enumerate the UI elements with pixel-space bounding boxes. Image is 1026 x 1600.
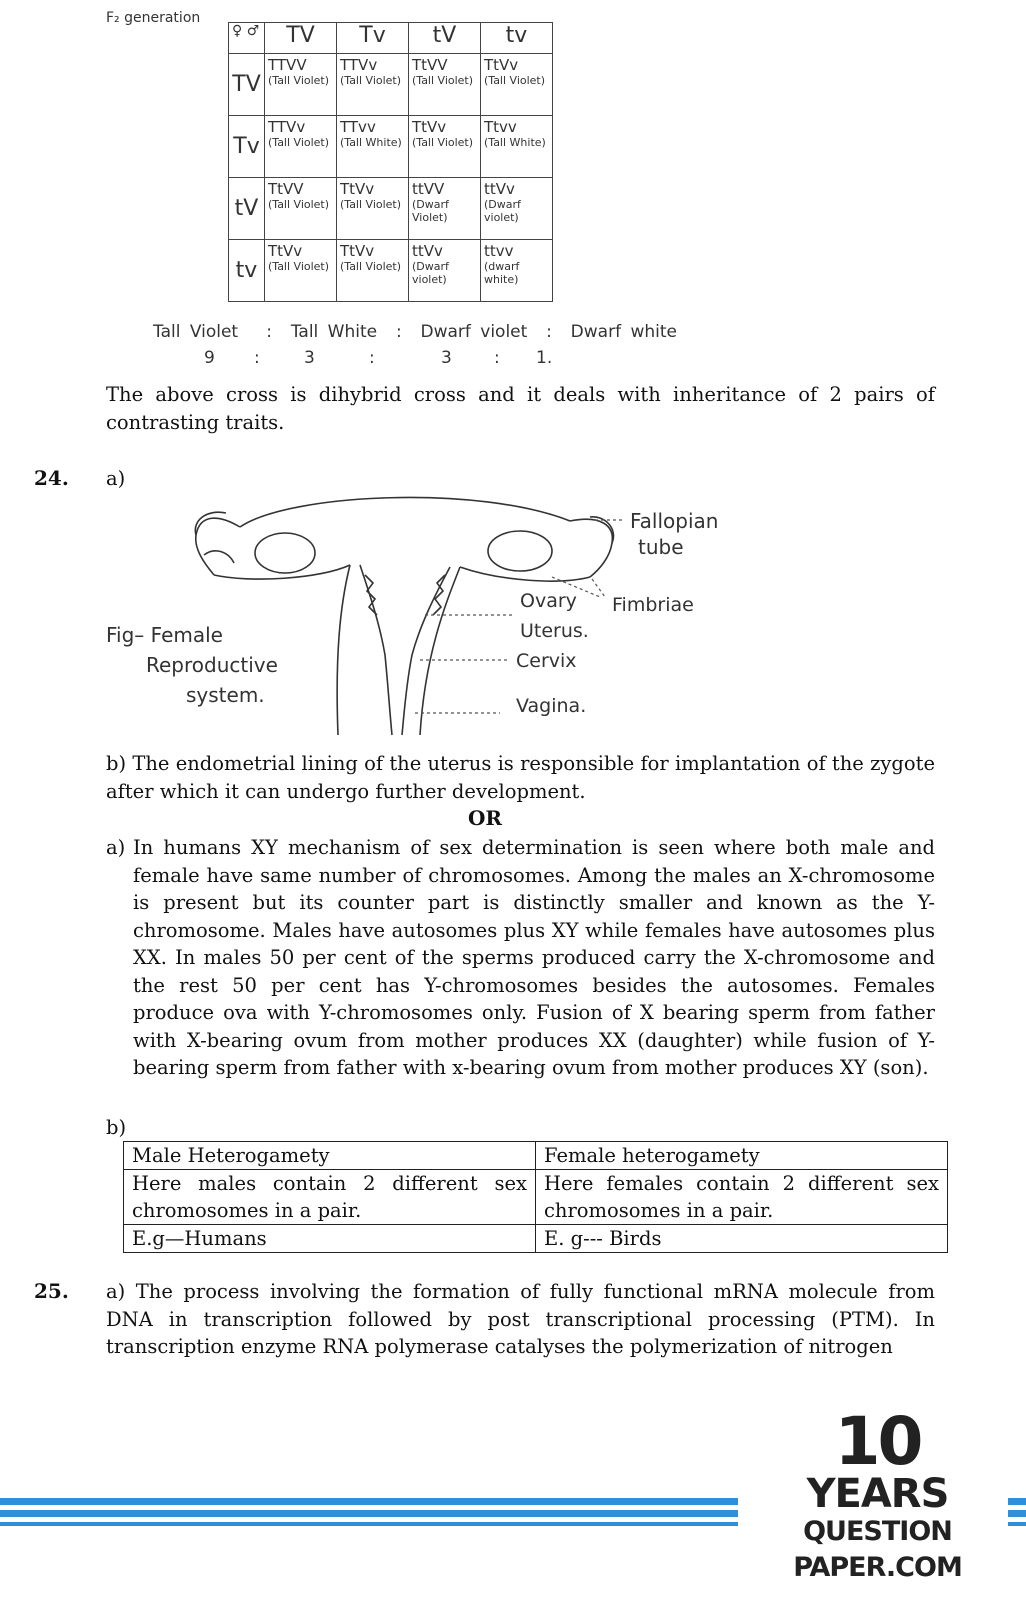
punnett-cell <box>409 240 481 302</box>
punnett-row-header: TV <box>229 54 265 116</box>
ratio-separator: : <box>369 348 375 368</box>
caption-line1: Fig– Female <box>106 623 223 647</box>
ratio-value: 9 <box>204 348 215 368</box>
table-header: Female heterogamety <box>536 1142 948 1170</box>
phenotype: (Dwarf Violet) <box>412 198 449 224</box>
table-header: Male Heterogamety <box>124 1142 536 1170</box>
genotype: TtVv <box>268 242 303 260</box>
ratio-value: 3 <box>304 348 315 368</box>
left-fallopian-tube <box>196 518 240 575</box>
punnett-col-header: Tv <box>337 23 409 54</box>
ratio-separator: : <box>546 322 552 342</box>
caption-line3: system. <box>186 683 265 707</box>
left-ovary <box>255 533 315 573</box>
q24-part-b: b) The endometrial lining of the uterus is responsible for implantation of the zygote after which it can undergo further development. <box>106 752 935 803</box>
label-vagina: Vagina. <box>516 695 587 717</box>
ratio-label: Tall Violet <box>153 322 239 342</box>
stripe <box>0 1510 738 1517</box>
ratio-label: Dwarf white <box>570 322 677 342</box>
phenotype: (Tall Violet) <box>412 74 474 87</box>
label-fimbriae: Fimbriae <box>612 594 694 616</box>
logo-site: QUESTION PAPER.COM <box>793 1516 962 1583</box>
ratio-separator: : <box>494 348 500 368</box>
phenotype: (Tall White) <box>484 136 546 149</box>
stripe <box>1008 1510 1026 1517</box>
punnett-cell <box>337 240 409 302</box>
table-row <box>124 1225 948 1253</box>
phenotype: (Tall Violet) <box>340 74 402 87</box>
question-number-25: 25. <box>34 1279 69 1303</box>
phenotype: (Dwarf violet) <box>412 260 449 286</box>
ratio-separator: : <box>254 348 260 368</box>
ratio-label: Dwarf violet <box>420 322 528 342</box>
punnett-cell <box>481 240 553 302</box>
right-fallopian-tube <box>570 519 612 577</box>
logo-stripes-right <box>1008 1498 1026 1528</box>
phenotype: (Tall Violet) <box>268 136 330 149</box>
logo-years: YEARS <box>806 1471 949 1517</box>
punnett-cell <box>337 116 409 178</box>
uterus-body-left <box>337 565 350 735</box>
label-ovary: Ovary <box>520 590 577 612</box>
f2-generation-title: F₂ generation <box>106 10 201 26</box>
punnett-cell <box>409 178 481 240</box>
punnett-col-header: tV <box>409 23 481 54</box>
punnett-row-header: tV <box>229 178 265 240</box>
alt-b-prefix: b) <box>106 1116 127 1139</box>
stripe <box>0 1498 738 1505</box>
genotype: TTvv <box>340 118 376 136</box>
ratio-label: Tall White <box>290 322 378 342</box>
phenotype: (Tall Violet) <box>484 74 546 87</box>
punnett-cell <box>265 240 337 302</box>
uterus-body-right <box>420 567 460 735</box>
label-cervix: Cervix <box>516 650 577 672</box>
stripe <box>1008 1498 1026 1505</box>
phenotype: (Tall Violet) <box>268 260 330 273</box>
punnett-cell <box>337 54 409 116</box>
genotype: TtVV <box>412 56 448 74</box>
logo-number: 10 <box>834 1403 921 1480</box>
genotype: ttVV <box>412 180 445 198</box>
label-fallopian-tube <box>630 508 718 560</box>
genotype: ttVv <box>412 242 443 260</box>
punnett-col-header: tv <box>481 23 553 54</box>
punnett-row-header: Tv <box>229 116 265 178</box>
ratio-value: 1. <box>536 348 553 368</box>
punnett-col-header: TV <box>265 23 337 54</box>
phenotype: (Tall Violet) <box>268 74 330 87</box>
stripe <box>0 1522 738 1526</box>
alt-a-prefix: a) <box>106 836 126 859</box>
phenotype: (Tall White) <box>340 136 402 149</box>
question-number-24: 24. <box>34 466 69 490</box>
genotype: TtVv <box>412 118 447 136</box>
genotype: TTVv <box>340 56 378 74</box>
label-fallopian-line1: Fallopian <box>630 509 719 533</box>
heterogamety-table <box>123 1141 948 1253</box>
genotype: Ttvv <box>484 118 517 136</box>
site-logo <box>745 1403 1010 1586</box>
ratio-separator: : <box>395 322 402 342</box>
caption-line2: Reproductive <box>146 653 278 677</box>
genotype: TtVv <box>340 242 375 260</box>
punnett-cell <box>265 54 337 116</box>
phenotype: (Tall Violet) <box>340 260 402 273</box>
genotype: TtVv <box>484 56 519 74</box>
table-cell: Here females contain 2 different sex chromosomes in a pair. <box>536 1170 948 1225</box>
table-cell: Here males contain 2 different sex chromosomes in a pair. <box>124 1170 536 1225</box>
label-uterus: Uterus. <box>520 620 589 642</box>
genotype: TtVv <box>340 180 375 198</box>
genotype: ttvv <box>484 242 514 260</box>
genotype: TTVV <box>268 56 307 74</box>
dihybrid-statement: The above cross is dihybrid cross and it deals with inheritance of 2 pairs of contrasting traits. <box>106 383 935 434</box>
punnett-cell <box>409 116 481 178</box>
diagram-caption <box>106 620 278 710</box>
logo-stripes-left <box>0 1498 738 1528</box>
ratio-separator: : <box>266 322 273 342</box>
punnett-cell <box>481 116 553 178</box>
phenotype: (Tall Violet) <box>268 198 330 211</box>
part-a-label: a) <box>106 467 126 490</box>
q25-text: a) The process involving the formation of fully functional mRNA molecule from DNA in transcription followed by post transcriptional processing (PTM). In transcription enzyme RNA polymerase catalyses the polymerization of nitrogen <box>106 1280 935 1358</box>
punnett-row-header: tv <box>229 240 265 302</box>
right-ovary <box>488 531 552 571</box>
uterus-outline <box>240 497 570 527</box>
punnett-cell <box>337 178 409 240</box>
table-cell: E.g—Humans <box>124 1225 536 1253</box>
genotype: TTVv <box>268 118 306 136</box>
punnett-cell <box>265 178 337 240</box>
alt-a-text: In humans XY mechanism of sex determination is seen where both male and female have same number of chromosomes. Among the males an X-chromosome is present but its counter part is distinctly smaller and known as the Y-chromosome. Males have autosomes plus XY while females have autosomes plus XX. In males 50 per cent of the sperms produced carry the X-chromosome and the rest 50 per cent has Y-chromosomes besides the autosomes. Females produce ova with Y-chromosomes only. Fusion of X bearing sperm from father with X-bearing ovum from mother produces XX (daughter) while fusion of Y-bearing sperm from father with x-bearing ovum from mother produces XY (son). <box>133 836 935 1079</box>
punnett-cell <box>481 54 553 116</box>
phenotype: (Dwarf violet) <box>484 198 521 224</box>
genotype: TtVV <box>268 180 304 198</box>
genotype: ttVv <box>484 180 515 198</box>
label-fallopian-line2: tube <box>638 535 684 559</box>
ratio-value: 3 <box>441 348 452 368</box>
punnett-cell <box>481 178 553 240</box>
phenotype: (Tall Violet) <box>412 136 474 149</box>
punnett-square <box>228 22 553 302</box>
punnett-cell <box>265 116 337 178</box>
punnett-corner: ♀ ♂ <box>229 23 265 54</box>
phenotype: (dwarf white) <box>484 260 520 286</box>
stripe <box>1008 1522 1026 1526</box>
punnett-cell <box>409 54 481 116</box>
table-cell: E. g--- Birds <box>536 1225 948 1253</box>
uterine-cavity <box>360 565 450 735</box>
table-row <box>124 1170 948 1225</box>
ratio-labels <box>153 322 677 342</box>
table-row <box>124 1142 948 1170</box>
phenotype: (Tall Violet) <box>340 198 402 211</box>
or-divider: OR <box>468 806 503 830</box>
